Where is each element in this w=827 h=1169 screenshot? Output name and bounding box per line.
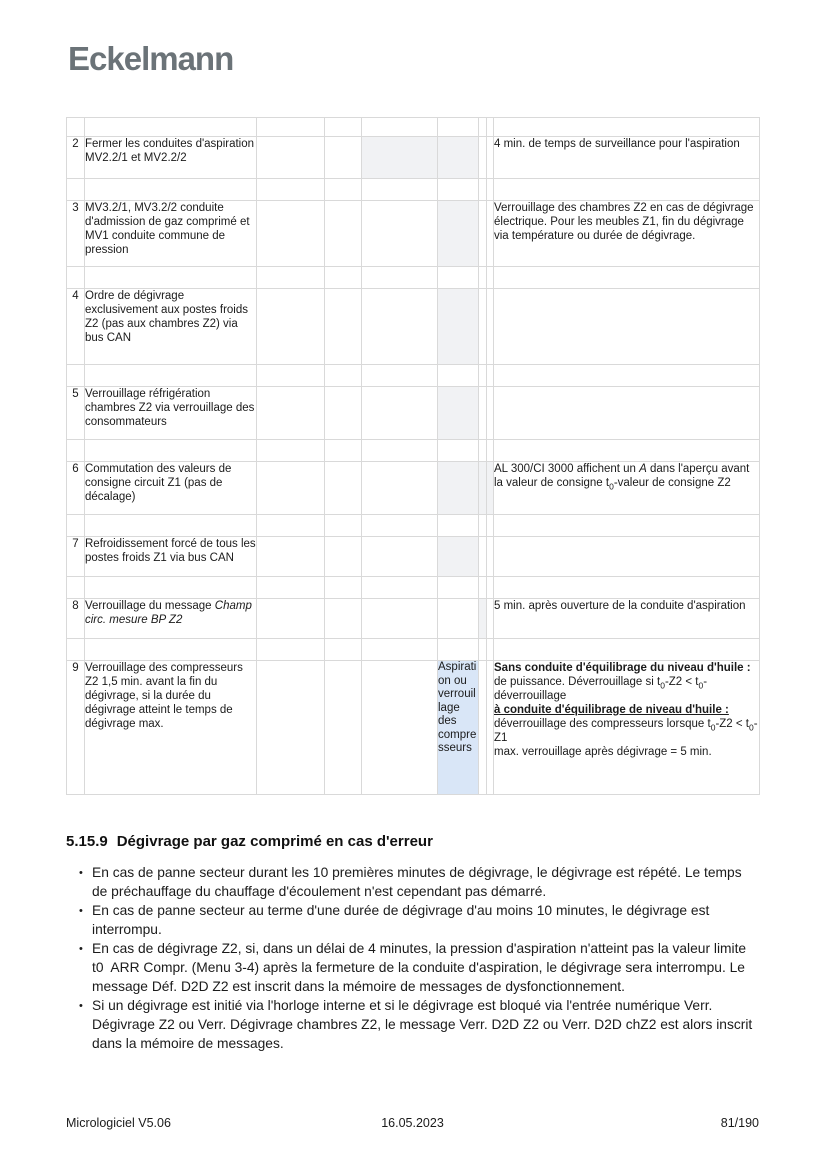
step-number: 5 <box>67 387 85 440</box>
grid-cell <box>67 118 85 137</box>
grid-cell <box>494 440 760 462</box>
section-heading <box>66 833 759 850</box>
bullet-text: En cas de dégivrage Z2, si, dans un délai de 4 minutes, la pression d'aspiration n'atteint pas la valeur limite t0 ARR Compr. (Menu 3-4) après la fermeture de la conduite d'aspiration, le dégivrage sera interrompu. Le message Déf. D2D Z2 est inscrit dans la mémoire de messages de dysfonctionnement. <box>92 941 747 994</box>
grid-cell <box>487 577 494 599</box>
grid-cell <box>257 462 325 515</box>
step-description: Ordre de dégivrage exclusivement aux postes froids Z2 (pas aux chambres Z2) via bus CAN <box>85 289 257 365</box>
grid-cell <box>362 577 438 599</box>
step-number: 2 <box>67 137 85 179</box>
grid-cell <box>438 515 479 537</box>
bullet-text: En cas de panne secteur durant les 10 premières minutes de dégivrage, le dégivrage est répété. Le temps de préchauffage du chauffage d'écoulement n'est cependant pas démarré. <box>92 865 742 899</box>
grid-cell <box>85 440 257 462</box>
section-number: 5.15.9 <box>66 833 108 850</box>
grid-cell <box>487 639 494 661</box>
step-row-9 <box>67 661 760 795</box>
grid-cell <box>487 118 494 137</box>
comment-heading-bold: Sans conduite d'équilibrage du niveau d'huile : <box>494 662 751 674</box>
grid-cell <box>438 577 479 599</box>
step-comment <box>494 537 760 577</box>
grid-cell <box>479 179 487 201</box>
step-number: 3 <box>67 201 85 267</box>
spacer-row <box>67 179 760 201</box>
grid-cell <box>67 365 85 387</box>
grid-cell <box>85 515 257 537</box>
bullet-dot: • <box>79 1000 83 1012</box>
step-comment: 5 min. après ouverture de la conduite d'aspiration <box>494 599 760 639</box>
grid-cell <box>325 289 362 365</box>
grid-cell <box>325 118 362 137</box>
step-row-3 <box>67 201 760 267</box>
grid-cell <box>487 289 494 365</box>
grid-cell <box>479 267 487 289</box>
spacer-row <box>67 515 760 537</box>
grid-cell <box>362 118 438 137</box>
grid-cell <box>487 267 494 289</box>
grid-cell <box>479 537 487 577</box>
grid-cell <box>494 515 760 537</box>
step-comment: 4 min. de temps de surveillance pour l'aspiration <box>494 137 760 179</box>
grid-cell <box>67 267 85 289</box>
timing-bar-cell <box>479 462 487 515</box>
grid-cell <box>325 599 362 639</box>
grid-cell <box>362 515 438 537</box>
step-description: Fermer les conduites d'aspiration MV2.2/1 et MV2.2/2 <box>85 137 257 179</box>
grid-cell <box>438 599 479 639</box>
grid-cell <box>67 577 85 599</box>
step-description: Verrouillage des compresseurs Z2 1,5 min. avant la fin du dégivrage, si la durée du dégivrage atteint le temps de dégivrage max. <box>85 661 257 795</box>
grid-cell <box>438 639 479 661</box>
grid-cell <box>85 639 257 661</box>
grid-cell <box>257 599 325 639</box>
step-row-8 <box>67 599 760 639</box>
spacer-row <box>67 267 760 289</box>
grid-cell <box>362 440 438 462</box>
grid-cell <box>487 137 494 179</box>
grid-cell <box>257 577 325 599</box>
bullet-list <box>66 863 759 1053</box>
grid-cell <box>487 661 494 795</box>
grid-cell <box>487 365 494 387</box>
step-number: 9 <box>67 661 85 795</box>
timing-bar-cell <box>438 137 479 179</box>
step-description: MV3.2/1, MV3.2/2 conduite d'admission de gaz comprimé et MV1 conduite commune de pression <box>85 201 257 267</box>
grid-cell <box>487 440 494 462</box>
step-number: 6 <box>67 462 85 515</box>
grid-cell <box>257 179 325 201</box>
grid-cell <box>257 118 325 137</box>
page-content <box>66 117 759 1053</box>
step-description: Refroidissement forcé de tous les postes froids Z1 via bus CAN <box>85 537 257 577</box>
grid-cell <box>325 137 362 179</box>
list-item <box>66 939 759 996</box>
section-title: Dégivrage par gaz comprimé en cas d'erreur <box>116 833 433 850</box>
footer-page-number: 81/190 <box>720 1116 759 1130</box>
bullet-text: Si un dégivrage est initié via l'horloge interne et si le dégivrage est bloqué via l'entrée numérique Verr. Dégivrage Z2 ou Verr. Dégivrage chambres Z2, le message Verr. D2D Z2 ou Verr. D2D chZ2 est alors inscrit dans la mémoire de messages. <box>92 998 753 1051</box>
grid-cell <box>257 289 325 365</box>
step-comment <box>494 387 760 440</box>
grid-cell <box>362 537 438 577</box>
grid-cell <box>325 661 362 795</box>
grid-cell <box>362 599 438 639</box>
grid-cell <box>479 289 487 365</box>
grid-cell <box>487 179 494 201</box>
step-description: Verrouillage du message Champ circ. mesure BP Z2 <box>85 599 257 639</box>
step-number: 4 <box>67 289 85 365</box>
step-row-4 <box>67 289 760 365</box>
grid-cell <box>479 365 487 387</box>
subscript-0: 0 <box>609 481 614 492</box>
grid-cell <box>257 267 325 289</box>
subscript-0: 0 <box>698 680 704 691</box>
grid-cell <box>494 118 760 137</box>
grid-cell <box>362 289 438 365</box>
grid-cell <box>479 137 487 179</box>
subscript-0: 0 <box>660 680 665 691</box>
step-row-5 <box>67 387 760 440</box>
grid-cell <box>257 365 325 387</box>
list-item <box>66 996 759 1053</box>
grid-cell <box>325 365 362 387</box>
step-row-2 <box>67 137 760 179</box>
step-number: 7 <box>67 537 85 577</box>
list-item <box>66 863 759 901</box>
grid-cell <box>257 387 325 440</box>
step-comment <box>494 289 760 365</box>
grid-cell <box>67 639 85 661</box>
spacer-row <box>67 577 760 599</box>
grid-cell <box>257 137 325 179</box>
footer-firmware-version: Micrologiciel V5.06 <box>66 1116 171 1130</box>
grid-cell <box>479 661 487 795</box>
step-number: 8 <box>67 599 85 639</box>
grid-cell <box>257 537 325 577</box>
step-row-7 <box>67 537 760 577</box>
grid-cell <box>479 515 487 537</box>
grid-cell <box>487 201 494 267</box>
grid-cell <box>479 440 487 462</box>
step-description: Commutation des valeurs de consigne circuit Z1 (pas de décalage) <box>85 462 257 515</box>
timing-bar-cell <box>479 599 487 639</box>
timing-bar-cell <box>438 537 479 577</box>
comment-heading-underline: à conduite d'équilibrage de niveau d'huile : <box>494 704 729 716</box>
grid-cell <box>487 515 494 537</box>
grid-cell <box>494 365 760 387</box>
comment-line: max. verrouillage après dégivrage = 5 min. <box>494 746 712 758</box>
step-description: Verrouillage réfrigération chambres Z2 via verrouillage des consommateurs <box>85 387 257 440</box>
step-comment: AL 300/CI 3000 affichent un A dans l'aperçu avant la valeur de consigne $t_0$-valeur de consigne Z2 <box>494 462 760 515</box>
grid-cell <box>257 515 325 537</box>
footer-date: 16.05.2023 <box>381 1116 444 1130</box>
grid-cell <box>325 201 362 267</box>
grid-cell <box>325 440 362 462</box>
grid-cell <box>362 267 438 289</box>
grid-cell <box>479 387 487 440</box>
grid-cell <box>362 387 438 440</box>
grid-cell <box>362 365 438 387</box>
eckelmann-logo: Eckelmann <box>68 40 234 77</box>
grid-cell <box>494 267 760 289</box>
grid-cell <box>438 118 479 137</box>
timing-bar-cell <box>438 387 479 440</box>
italic-message-name: Champ circ. mesure BP Z2 <box>85 600 252 626</box>
subscript-0: 0 <box>710 722 716 733</box>
spacer-row <box>67 440 760 462</box>
aspiration-marker-cell: Aspiration ou verrouillage des compresseurs <box>438 661 479 795</box>
grid-cell <box>67 515 85 537</box>
grid-cell <box>494 179 760 201</box>
bullet-dot: • <box>79 943 83 955</box>
grid-cell <box>325 515 362 537</box>
timing-bar-cell <box>487 462 494 515</box>
grid-cell <box>438 267 479 289</box>
spacer-row <box>67 365 760 387</box>
grid-cell <box>257 639 325 661</box>
step-comment: Verrouillage des chambres Z2 en cas de dégivrage électrique. Pour les meubles Z1, fin du dégivrage via température ou durée de dégivrage. <box>494 201 760 267</box>
grid-cell <box>362 661 438 795</box>
defrost-steps-table <box>66 117 760 795</box>
grid-cell <box>487 537 494 577</box>
timing-bar-cell <box>438 201 479 267</box>
bullet-text: En cas de panne secteur au terme d'une durée de dégivrage d'au moins 10 minutes, le dégivrage est interrompu. <box>92 903 710 937</box>
grid-cell <box>362 462 438 515</box>
grid-cell <box>85 118 257 137</box>
comment-line: de puissance. Déverrouillage si $t_0-Z2$ < $t_0$-déverrouillage <box>494 676 708 702</box>
grid-cell <box>494 639 760 661</box>
grid-cell <box>362 639 438 661</box>
grid-cell <box>479 201 487 267</box>
comment-line: déverrouillage des compresseurs lorsque $t_0-Z2 < t_0-Z1$ <box>494 718 758 744</box>
grid-cell <box>325 577 362 599</box>
grid-cell <box>85 179 257 201</box>
grid-cell <box>479 118 487 137</box>
grid-cell <box>325 639 362 661</box>
grid-cell <box>325 537 362 577</box>
grid-cell <box>85 365 257 387</box>
grid-cell <box>257 201 325 267</box>
timing-bar-cell <box>362 137 438 179</box>
grid-cell <box>257 661 325 795</box>
timing-bar-cell <box>438 289 479 365</box>
grid-cell <box>362 179 438 201</box>
step-comment <box>494 661 760 795</box>
bullet-dot: • <box>79 867 83 879</box>
grid-cell <box>487 387 494 440</box>
timing-bar-cell <box>438 462 479 515</box>
grid-cell <box>479 577 487 599</box>
grid-cell <box>438 179 479 201</box>
grid-cell <box>487 599 494 639</box>
grid-cell <box>362 201 438 267</box>
list-item <box>66 901 759 939</box>
grid-cell <box>325 179 362 201</box>
grid-cell <box>438 440 479 462</box>
grid-cell <box>67 179 85 201</box>
grid-cell <box>85 577 257 599</box>
subscript-0: 0 <box>749 722 754 733</box>
grid-cell <box>325 267 362 289</box>
grid-cell <box>325 462 362 515</box>
grid-cell <box>494 577 760 599</box>
bullet-dot: • <box>79 905 83 917</box>
spacer-row <box>67 639 760 661</box>
page-footer <box>66 1116 759 1130</box>
grid-cell <box>438 365 479 387</box>
grid-cell <box>325 387 362 440</box>
grid-cell <box>257 440 325 462</box>
grid-cell <box>85 267 257 289</box>
grid-cell <box>479 639 487 661</box>
spacer-row <box>67 118 760 137</box>
grid-cell <box>67 440 85 462</box>
step-row-6 <box>67 462 760 515</box>
italic-A: A <box>639 463 647 475</box>
